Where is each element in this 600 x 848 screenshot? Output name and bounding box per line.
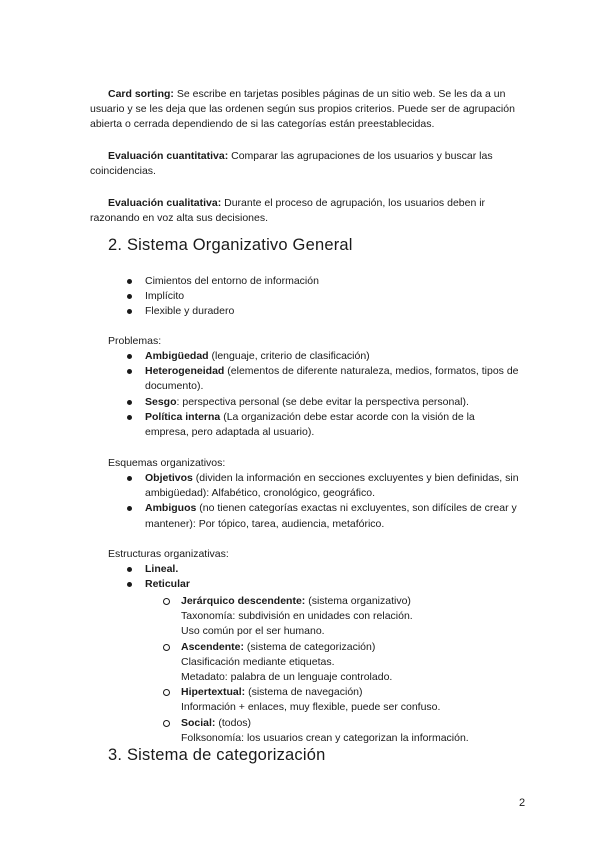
list-item: Flexible y duradero	[0, 304, 520, 319]
circle-bullet-icon	[163, 598, 170, 605]
bullet-icon	[127, 476, 132, 481]
esquemas-label: Esquemas organizativos:	[108, 457, 226, 469]
list-item: Ambigüedad (lenguaje, criterio de clasificación)	[0, 349, 520, 364]
list-item: Sesgo: perspectiva personal (se debe evitar la perspectiva personal).	[0, 395, 520, 410]
bullet-icon	[127, 354, 132, 359]
circle-bullet-icon	[163, 720, 170, 727]
list-item: Objetivos (dividen la información en secciones excluyentes y bien definidas, sin ambigüedad): Alfabético, cronológico, geográfico.	[0, 471, 520, 501]
section-3-heading: 3. Sistema de categorización	[108, 746, 326, 764]
estructuras-list	[0, 562, 520, 592]
cuantitativa-text: Comparar las agrupaciones de los usuarios y buscar las coincidencias.	[90, 150, 493, 178]
bullet-icon	[127, 400, 132, 405]
list-item: Ascendente: (sistema de categorización) Clasificación mediante etiquetas. Metadato: palabra de un lenguaje controlado.	[0, 640, 520, 686]
circle-bullet-icon	[163, 689, 170, 696]
list-item: Ambiguos (no tienen categorías exactas ni excluyentes, son difíciles de crear y mantener): Por tópico, tarea, audiencia, metafórico.	[0, 501, 520, 531]
card-sorting-term: Card sorting:	[108, 88, 174, 100]
list-item: Cimientos del entorno de información	[0, 274, 520, 289]
problemas-label: Problemas:	[108, 335, 162, 347]
card-sorting-text: Se escribe en tarjetas posibles páginas de un sitio web. Se les da a un usuario y se les deja que las ordenen según sus propios criterios. Puede ser de agrupación abierta o cerrada dependiendo de si las categorías están preestablecidas.	[90, 88, 515, 131]
evaluacion-cuantitativa-paragraph	[90, 149, 520, 179]
list-item: Lineal.	[0, 562, 520, 577]
card-sorting-paragraph	[90, 87, 520, 133]
section-2-heading: 2. Sistema Organizativo General	[108, 236, 353, 254]
estructuras-label: Estructuras organizativas:	[108, 548, 229, 560]
cualitativa-term: Evaluación cualitativa:	[108, 197, 222, 209]
general-bullet-list	[0, 274, 520, 320]
cuantitativa-term: Evaluación cuantitativa:	[108, 150, 229, 162]
list-item: Heterogeneidad (elementos de diferente naturaleza, medios, formatos, tipos de documento).	[0, 364, 520, 394]
list-item: Social: (todos) Folksonomía: los usuarios crean y categorizan la información.	[0, 716, 520, 746]
list-item: Reticular	[0, 577, 520, 592]
esquemas-list	[0, 471, 520, 532]
bullet-icon	[127, 279, 132, 284]
bullet-icon	[127, 506, 132, 511]
list-item: Hipertextual: (sistema de navegación) Información + enlaces, muy flexible, puede ser confuso.	[0, 685, 520, 715]
list-item: Implícito	[0, 289, 520, 304]
bullet-icon	[127, 309, 132, 314]
bullet-icon	[127, 567, 132, 572]
bullet-icon	[127, 582, 132, 587]
circle-bullet-icon	[163, 644, 170, 651]
evaluacion-cualitativa-paragraph	[90, 196, 520, 226]
bullet-icon	[127, 294, 132, 299]
list-item: Jerárquico descendente: (sistema organizativo) Taxonomía: subdivisión en unidades con relación. Uso común por el ser humano.	[0, 594, 520, 640]
page-number: 2	[519, 797, 526, 809]
problemas-list	[0, 349, 520, 440]
bullet-icon	[127, 415, 132, 420]
list-item: Política interna (La organización debe estar acorde con la visión de la empresa, pero adaptada al usuario).	[0, 410, 520, 440]
bullet-icon	[127, 369, 132, 374]
reticular-sublist	[0, 594, 520, 746]
cualitativa-text: Durante el proceso de agrupación, los usuarios deben ir razonando en voz alta sus decisiones.	[90, 197, 486, 225]
